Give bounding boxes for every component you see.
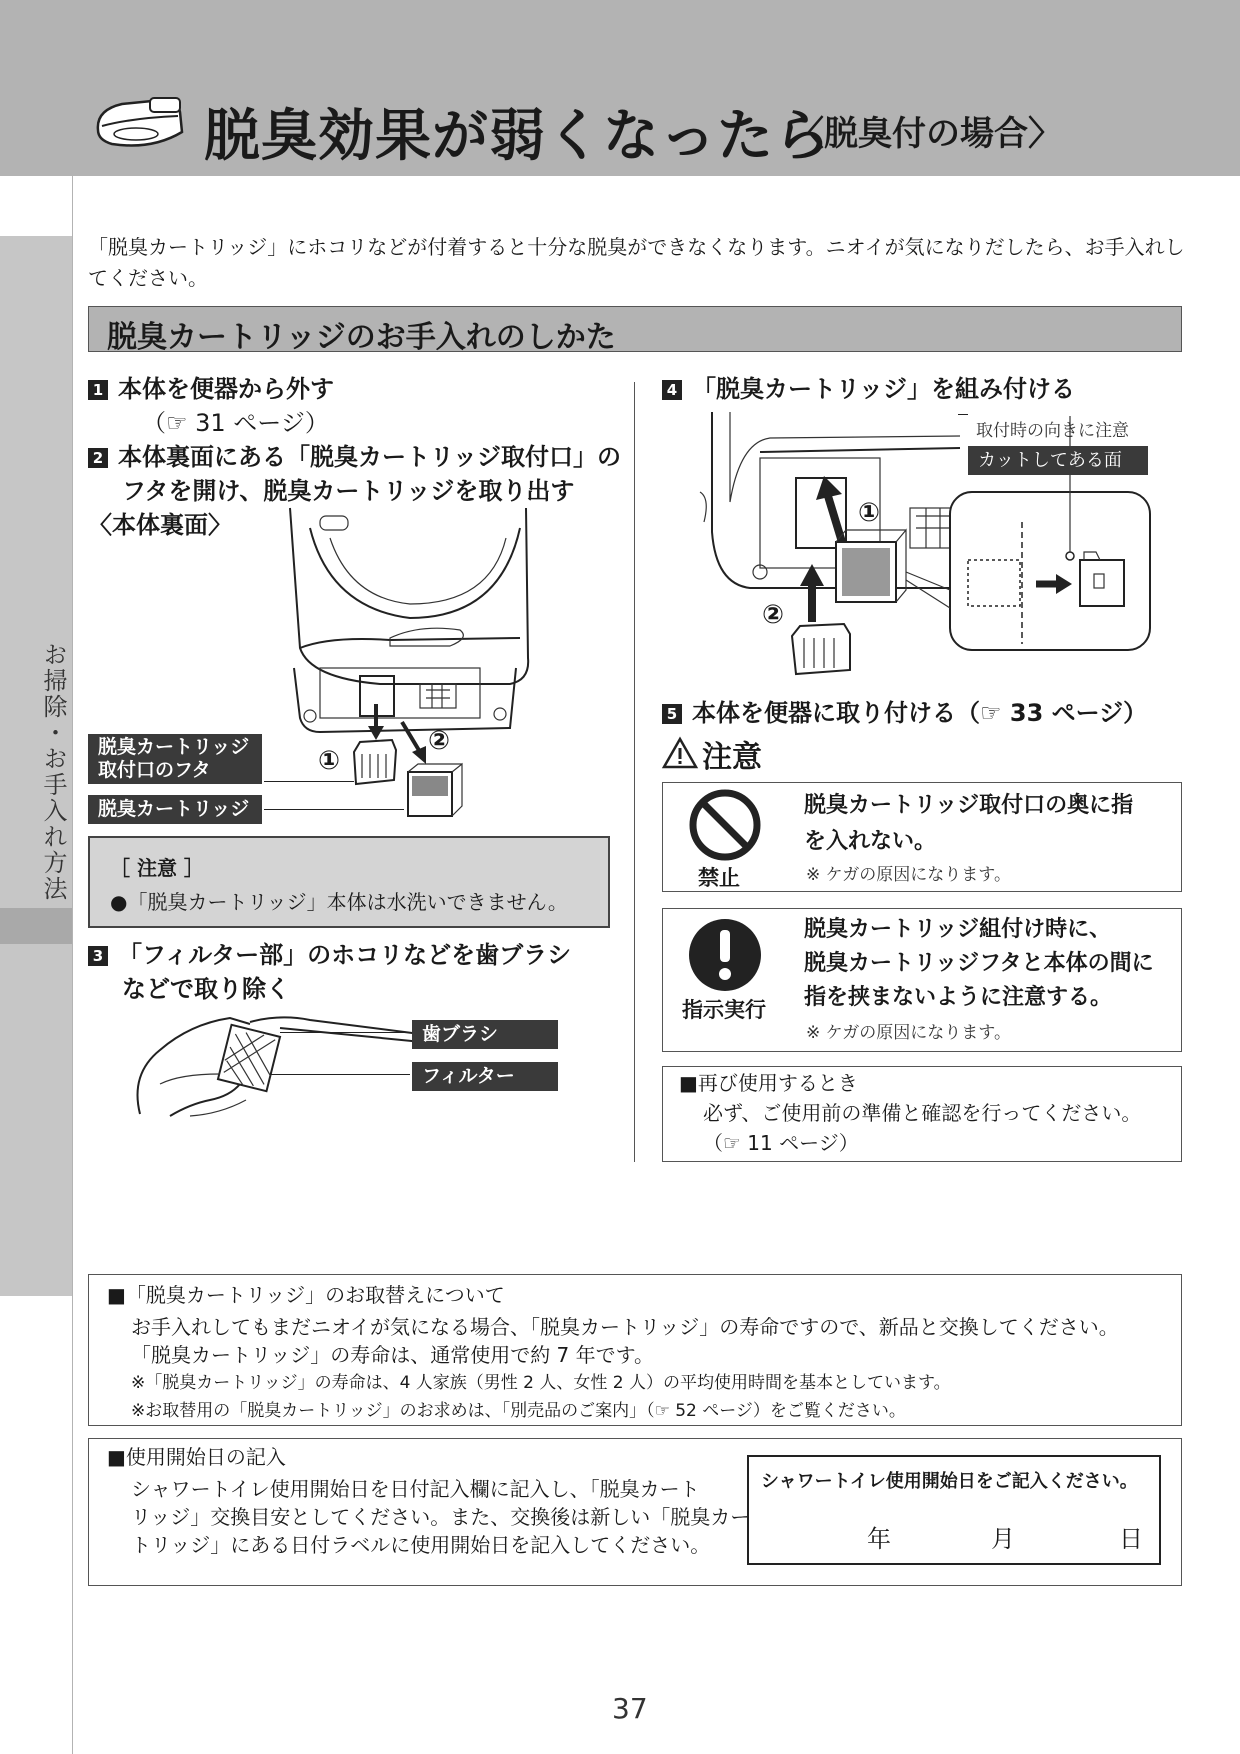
- caution-2-line1: 脱臭カートリッジ組付け時に、: [804, 917, 1112, 942]
- step-5-text: 本体を便器に取り付ける（☞ 33 ページ）: [692, 699, 1148, 727]
- reuse-box: [662, 1066, 1182, 1162]
- step-3: [88, 938, 571, 972]
- reuse-title: ■再び使用するとき: [679, 1071, 858, 1095]
- brush-cleaning-illustration: [130, 1004, 430, 1124]
- label-cartridge: 脱臭カートリッジ: [88, 795, 262, 824]
- leader-line: [264, 781, 354, 782]
- step-number: 2: [88, 448, 108, 468]
- label-brush: 歯ブラシ: [412, 1020, 558, 1049]
- side-tab-marker: [0, 908, 72, 944]
- step-3-line1: 「フィルター部」のホコリなどを歯ブラシ: [118, 941, 572, 969]
- caution-1-line1: 脱臭カートリッジ取付口の奥に指: [804, 793, 1134, 818]
- page-title: 脱臭効果が弱くなったら: [204, 104, 831, 169]
- toilet-seat-icon: [92, 92, 192, 154]
- step-number: 3: [88, 946, 108, 966]
- label-cut-face: カットしてある面: [968, 446, 1148, 475]
- fig4-circle1: ①: [858, 498, 881, 528]
- leader-line: [958, 414, 968, 415]
- label-lid-line1: 脱臭カートリッジ: [98, 736, 250, 758]
- step-number: 4: [662, 380, 682, 400]
- date-day-label: 日: [1119, 1525, 1143, 1553]
- start-date-line3: トリッジ」にある日付ラベルに使用開始日を記入してください。: [131, 1533, 711, 1557]
- leader-line: [270, 1074, 410, 1075]
- column-divider: [634, 382, 635, 1162]
- reuse-line1: 必ず、ご使用前の準備と確認を行ってください。: [703, 1101, 1142, 1125]
- side-divider: [72, 176, 73, 1754]
- label-orientation: 取付時の向きに注意: [976, 421, 1129, 441]
- caution-2-line2: 脱臭カートリッジフタと本体の間に: [804, 951, 1154, 976]
- replacement-box: [88, 1274, 1182, 1426]
- reuse-line2: （☞ 11 ページ）: [703, 1131, 859, 1155]
- label-lid: [88, 734, 262, 784]
- start-date-box: [88, 1438, 1182, 1586]
- side-tab-label: お掃除・お手入れ方法: [39, 642, 67, 902]
- intro-text: 「脱臭カートリッジ」にホコリなどが付着すると十分な脱臭ができなくなります。ニオイが気になりだしたら、お手入れしてください。: [88, 235, 1185, 290]
- label-filter: フィルター: [412, 1062, 558, 1091]
- view-label: 〈本体裏面〉: [88, 511, 232, 539]
- step-5: [662, 696, 1147, 730]
- instruction-badge: 指示実行: [682, 998, 766, 1022]
- date-year-label: 年: [867, 1525, 891, 1553]
- start-date-title: ■使用開始日の記入: [107, 1445, 286, 1469]
- caution-1-note: ※ ケガの原因になります。: [806, 865, 1011, 885]
- step-1: [88, 372, 334, 406]
- fig1-circle2: ②: [428, 726, 451, 756]
- replacement-note2: ※お取替用の「脱臭カートリッジ」のお求めは、「別売品のご案内」（☞ 52 ページ）をご覧ください。: [131, 1401, 906, 1421]
- section-header: [88, 306, 1182, 355]
- date-entry-box: [747, 1455, 1161, 1565]
- caution-1-line2: を入れない。: [804, 829, 937, 854]
- note-box: [88, 836, 610, 928]
- caution-2-note: ※ ケガの原因になります。: [806, 1023, 1011, 1043]
- fig1-circle1: ①: [318, 746, 341, 776]
- caution-2-line3: 指を挟まないように注意する。: [804, 985, 1113, 1010]
- step-2-line2: フタを開け、脱臭カートリッジを取り出す: [122, 477, 575, 505]
- start-date-line2: リッジ」交換目安としてください。また、交換後は新しい「脱臭カー: [131, 1505, 751, 1529]
- toilet-underside-illustration: [270, 508, 570, 808]
- section-title: 脱臭カートリッジのお手入れのしかた: [107, 320, 616, 355]
- warning-triangle-icon: [662, 736, 698, 770]
- step-number: 1: [88, 380, 108, 400]
- label-lid-line2: 取付口のフタ: [98, 759, 211, 781]
- replacement-title: ■「脱臭カートリッジ」のお取替えについて: [107, 1283, 505, 1307]
- mandatory-action-icon: [688, 918, 762, 992]
- page-number: 37: [612, 1692, 648, 1725]
- step-4-text: 「脱臭カートリッジ」を組み付ける: [692, 375, 1076, 403]
- step-3-line2: などで取り除く: [122, 975, 290, 1003]
- date-entry-title: シャワートイレ使用開始日をご記入ください。: [761, 1471, 1138, 1492]
- leader-line: [264, 809, 404, 810]
- note-text: ●「脱臭カートリッジ」本体は水洗いできません。: [110, 890, 568, 914]
- prohibition-icon: [688, 788, 762, 862]
- step-4: [662, 372, 1075, 406]
- prohibit-badge: 禁止: [698, 866, 740, 890]
- replacement-note1: ※「脱臭カートリッジ」の寿命は、4 人家族（男性 2 人、女性 2 人）の平均使用時間を基本としています。: [131, 1373, 951, 1393]
- start-date-line1: シャワートイレ使用開始日を日付記入欄に記入し、「脱臭カート: [131, 1477, 700, 1501]
- leader-line: [280, 1032, 410, 1033]
- step-1-ref: （☞ 31 ページ）: [142, 409, 329, 437]
- page-subtitle: 〈脱臭付の場合〉: [790, 114, 1062, 154]
- caution-heading: 注意: [702, 740, 762, 775]
- replacement-line1: お手入れしてもまだニオイが気になる場合、「脱臭カートリッジ」の寿命ですので、新品と交換してください。: [131, 1315, 1119, 1339]
- replacement-line2: 「脱臭カートリッジ」の寿命は、通常使用で約 7 年です。: [131, 1343, 655, 1367]
- note-title: ［ 注意 ］: [110, 856, 204, 880]
- step-1-text: 本体を便器から外す: [118, 375, 334, 403]
- step-number: 5: [662, 704, 682, 724]
- date-month-label: 月: [991, 1525, 1015, 1553]
- fig4-circle2: ②: [762, 600, 785, 630]
- step-2-line1: 本体裏面にある「脱臭カートリッジ取付口」の: [118, 443, 622, 471]
- step-2: [88, 440, 621, 474]
